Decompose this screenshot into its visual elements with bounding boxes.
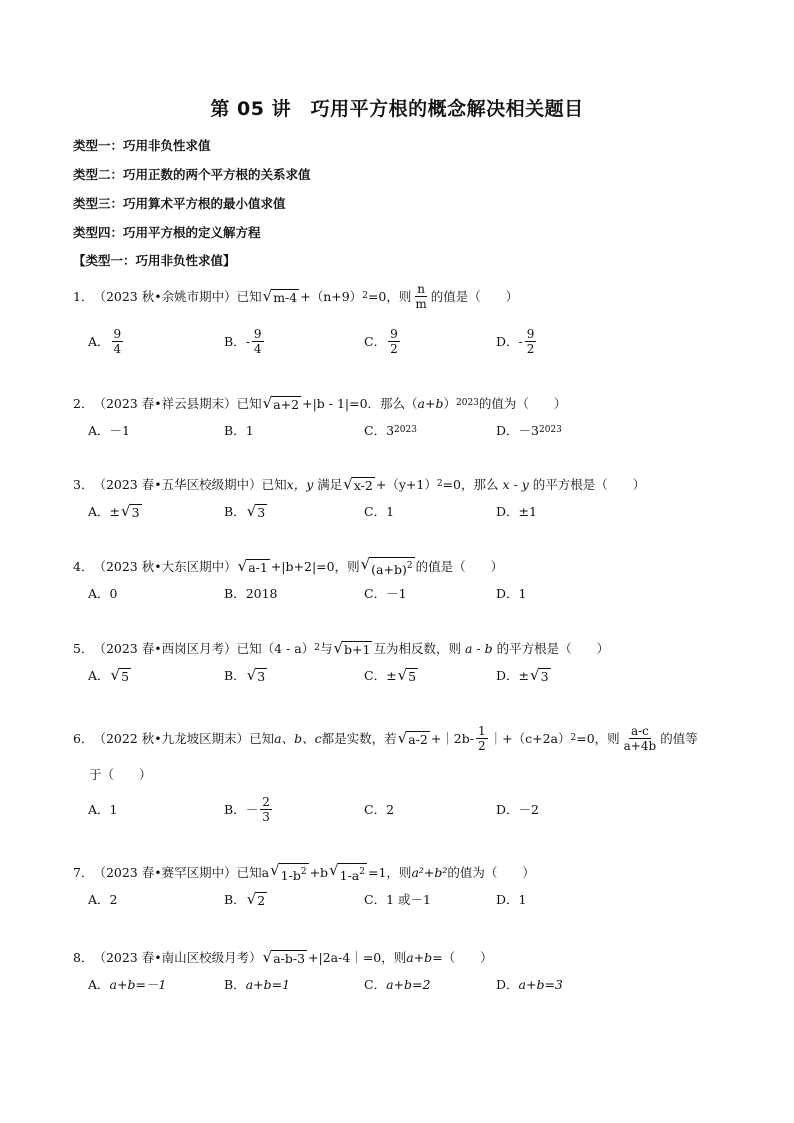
question-number: 3． — [73, 477, 94, 492]
option-b — [224, 578, 278, 608]
option-label: D． — [496, 586, 519, 601]
options-row — [88, 415, 566, 445]
radicand — [279, 863, 309, 884]
option-a — [88, 884, 117, 914]
options-row — [88, 578, 527, 608]
options-row — [88, 969, 563, 999]
stem-text: 的值等 — [660, 731, 698, 746]
question-4 — [73, 554, 527, 608]
type-list — [73, 136, 311, 252]
radical: √ $1-b^2$ — [270, 860, 307, 883]
radical: √ a+2 — [262, 393, 300, 412]
stem-text: 与 — [319, 641, 333, 656]
exponent: 2023 — [394, 425, 417, 435]
exponent: 2023 — [456, 398, 479, 408]
option-value: －3 — [518, 423, 539, 438]
numerator: 1 — [477, 723, 486, 738]
options-row — [88, 660, 609, 690]
question-stem — [73, 945, 493, 969]
option-b — [224, 660, 268, 690]
question-number: 1． — [73, 289, 94, 304]
option-label: C． — [364, 668, 387, 683]
option-label: B． — [224, 977, 246, 992]
option-b — [224, 969, 290, 999]
exponent: 2 — [570, 733, 577, 743]
option-label: D． — [496, 802, 519, 817]
option-value: －2 — [518, 802, 539, 817]
question-6 — [73, 722, 698, 754]
option-sign: ± — [518, 667, 530, 683]
radicand: 5 — [121, 668, 130, 684]
question-3 — [73, 472, 645, 526]
denominator: 4 — [253, 341, 262, 356]
option-c — [364, 660, 419, 690]
radicand: x-2 — [353, 477, 373, 493]
stem-text: +｜2b- — [430, 731, 474, 746]
radical: √ $1-a^2$ — [329, 860, 365, 883]
radicand: 2 — [257, 892, 266, 908]
option-value: 3 — [386, 422, 395, 438]
question-1 — [73, 281, 535, 356]
radicand: 3 — [131, 504, 140, 520]
question-number: 8． — [73, 950, 94, 965]
stem-text: +|2a-4｜=0，则 — [308, 950, 407, 965]
option-a — [88, 326, 125, 356]
type-item: 类型二：巧用正数的两个平方根的关系求值 — [73, 167, 311, 182]
option-label: B． — [224, 668, 246, 683]
exponent: 2 — [359, 866, 365, 877]
option-value: 1 — [518, 891, 527, 907]
option-value: 0 — [109, 585, 118, 601]
fraction — [413, 282, 428, 311]
question-source: （2023 春•五华区校级期中） — [93, 477, 262, 492]
stem-text: 满足 — [317, 477, 343, 492]
denominator: 4 — [113, 341, 122, 356]
question-number: 5． — [73, 641, 94, 656]
option-label: B． — [224, 586, 246, 601]
option-label: C． — [364, 504, 387, 519]
radical: √ 5 — [397, 665, 417, 684]
radical: √ x-2 — [343, 474, 373, 493]
stem-text: ｜+（c+2a） — [489, 731, 571, 746]
question-source: （2023 秋•大东区期中） — [93, 559, 237, 574]
denominator: 2 — [526, 341, 535, 356]
numerator: 2 — [262, 794, 270, 809]
option-d — [496, 496, 537, 526]
option-label: A． — [88, 802, 110, 817]
option-c — [364, 578, 407, 608]
question-source: （2023 春•南山区校级月考） — [93, 950, 262, 965]
option-label: A． — [88, 892, 110, 907]
question-6-options — [73, 794, 539, 824]
radicand: 5 — [408, 668, 417, 684]
radicand: b+1 — [344, 641, 371, 657]
numerator: 9 — [253, 326, 262, 341]
radical: √ 2 — [246, 889, 266, 908]
coefficient: a — [261, 864, 270, 880]
question-number: 2． — [73, 396, 94, 411]
stem-text: +|b+2|=0，则 — [270, 559, 360, 574]
stem-text: 的值是（ ） — [415, 559, 504, 574]
exponent: 2 — [314, 643, 320, 653]
numerator: 9 — [526, 326, 535, 341]
stem-text: ） — [443, 396, 456, 411]
question-stem — [73, 281, 519, 311]
option-label: D． — [496, 892, 519, 907]
fraction — [112, 327, 124, 356]
question-source: （2022 秋•九龙坡区期末） — [93, 731, 250, 746]
stem-text: =0，则 — [576, 731, 620, 746]
option-label: B． — [224, 423, 246, 438]
options-row — [88, 496, 645, 526]
denominator: 2 — [477, 738, 486, 753]
question-stem — [73, 636, 609, 660]
radicand: a-2 — [408, 731, 428, 747]
stem-text: 的值是（ ） — [430, 289, 519, 304]
radicand: a+2 — [273, 396, 300, 412]
option-label: D． — [496, 423, 519, 438]
section-heading: 【类型一：巧用非负性求值】 — [73, 253, 236, 268]
option-b — [224, 794, 274, 824]
option-value: 2018 — [245, 585, 278, 601]
option-value: －1 — [386, 586, 407, 601]
option-value: 1 或－1 — [386, 892, 431, 907]
fraction — [388, 327, 400, 356]
option-a — [88, 794, 117, 824]
option-label: B． — [224, 892, 246, 907]
option-label: C． — [364, 586, 387, 601]
radicand: m-4 — [273, 289, 298, 305]
option-b — [224, 496, 268, 526]
option-d — [496, 794, 539, 824]
radical: √ a-1 — [237, 556, 268, 575]
stem-text: =1，则 — [368, 865, 412, 880]
option-d — [496, 415, 562, 445]
option-label: D． — [496, 334, 519, 349]
option-value: 2 — [386, 801, 395, 817]
question-source: （2023 秋•余姚市期中） — [93, 289, 237, 304]
stem-text: +（y+1） — [375, 477, 437, 492]
radicand: a-b-3 — [273, 950, 306, 966]
question-7 — [73, 860, 535, 914]
stem-text: 的平方根是（ ） — [496, 641, 610, 656]
stem-text: =0，则 — [367, 289, 412, 304]
numerator: a-c — [630, 723, 649, 738]
option-label: B． — [224, 802, 246, 817]
option-label: C． — [364, 802, 387, 817]
option-d — [496, 578, 526, 608]
type-item: 类型四：巧用平方根的定义解方程 — [73, 225, 261, 240]
question-stem — [73, 860, 535, 884]
option-a — [88, 415, 130, 445]
fraction — [476, 724, 488, 753]
denominator: 3 — [262, 809, 270, 824]
option-c — [364, 884, 431, 914]
option-label: C． — [364, 334, 387, 349]
question-number: 6． — [73, 731, 94, 746]
radical: √ $(a+b)^2$ — [360, 554, 413, 577]
options-row — [88, 326, 535, 356]
radicand-base: (a+b) — [371, 561, 407, 577]
option-label: A． — [88, 423, 110, 438]
page-title: 第 05 讲 巧用平方根的概念解决相关题目 — [210, 98, 584, 120]
radicand-base: 1-a — [339, 867, 360, 883]
denominator: m — [415, 296, 427, 311]
option-a — [88, 496, 143, 526]
denominator: 2 — [390, 341, 398, 356]
radical: √ m-4 — [262, 286, 298, 305]
option-value: a+b=2 — [386, 976, 431, 992]
option-label: D． — [496, 977, 519, 992]
exponent: 2 — [406, 560, 413, 571]
option-label: D． — [496, 668, 519, 683]
radicand — [338, 863, 367, 884]
option-label: A． — [88, 668, 110, 683]
radical: √ a-2 — [397, 728, 428, 747]
radicand: 3 — [257, 668, 266, 684]
option-d — [496, 884, 526, 914]
fraction — [260, 795, 272, 824]
option-label: A． — [88, 504, 110, 519]
question-source: （2023 春•赛罕区期中） — [93, 865, 237, 880]
option-label: A． — [88, 586, 110, 601]
option-label: C． — [364, 423, 387, 438]
stem-expression: a+b — [417, 395, 444, 411]
option-sign: － — [245, 802, 259, 817]
option-c — [364, 326, 402, 356]
stem-text: 的值为（ ） — [447, 865, 535, 880]
stem-text: +|b - 1|=0．那么（ — [302, 396, 418, 411]
option-label: C． — [364, 892, 387, 907]
numerator: n — [417, 281, 425, 296]
stem-text: 已知 — [236, 396, 262, 411]
radicand: 3 — [540, 668, 549, 684]
stem-text: =0，那么 — [442, 477, 499, 492]
option-label: A． — [88, 977, 110, 992]
radicand — [369, 557, 414, 578]
stem-text: +（n+9） — [300, 289, 363, 304]
stem-variables: a、b、c — [274, 731, 322, 746]
option-c — [364, 415, 417, 445]
question-number: 4． — [73, 559, 94, 574]
question-stem — [73, 391, 566, 415]
question-stem — [73, 722, 698, 754]
option-label: A． — [88, 334, 110, 349]
option-d — [496, 969, 563, 999]
radical: √ b+1 — [333, 638, 371, 657]
option-value: a+b=3 — [518, 976, 563, 992]
option-label: C． — [364, 977, 387, 992]
option-value: －1 — [109, 423, 130, 438]
option-value: 2 — [109, 891, 118, 907]
exponent: 2 — [300, 866, 307, 877]
option-label: B． — [224, 504, 246, 519]
question-source: （2023 春•西岗区月考） — [93, 641, 237, 656]
numerator: 9 — [390, 326, 398, 341]
option-d — [496, 326, 538, 356]
stem-text: 已知 — [236, 289, 262, 304]
question-source: （2023 春•祥云县期末） — [93, 396, 237, 411]
question-2 — [73, 391, 566, 445]
stem-text: 已知（4 - a） — [236, 641, 315, 656]
question-6-continuation: 于（ ） — [89, 767, 152, 782]
fraction — [252, 327, 264, 356]
fraction — [622, 724, 659, 753]
option-sign: - — [245, 333, 250, 349]
option-value: a+b=1 — [245, 976, 291, 992]
question-stem — [73, 472, 645, 496]
question-8 — [73, 945, 563, 999]
option-sign: - — [518, 333, 523, 349]
radicand-base: 1-b — [280, 867, 301, 883]
radical: √ a-b-3 — [262, 947, 306, 966]
option-d — [496, 660, 552, 690]
option-value: ±1 — [518, 503, 537, 519]
option-a — [88, 578, 117, 608]
option-b — [224, 326, 266, 356]
stem-text: 的平方根是（ ） — [532, 477, 646, 492]
radicand: 3 — [257, 504, 266, 520]
denominator: a+4b — [623, 738, 657, 753]
stem-text: 都是实数，若 — [321, 731, 397, 746]
radical: √ 3 — [246, 501, 266, 520]
radical: √ 3 — [121, 501, 140, 520]
option-value: 1 — [518, 585, 527, 601]
fraction — [525, 327, 537, 356]
exponent: 2 — [362, 291, 368, 301]
radical: √ 5 — [110, 665, 130, 684]
coefficient: +b — [309, 864, 329, 880]
option-value: a+b=－1 — [109, 977, 167, 992]
option-b — [224, 884, 268, 914]
stem-text: 互为相反数，则 — [373, 641, 461, 656]
option-label: B． — [224, 334, 246, 349]
stem-text: =（ ） — [432, 950, 493, 965]
stem-variables: x，y — [286, 477, 314, 492]
stem-text: 已知 — [261, 477, 287, 492]
exponent: 2023 — [538, 425, 562, 435]
option-label: D． — [496, 504, 519, 519]
stem-text: 已知 — [236, 865, 262, 880]
stem-text: 已知 — [249, 731, 275, 746]
option-c — [364, 969, 430, 999]
option-c — [364, 496, 394, 526]
option-value: 1 — [109, 801, 118, 817]
type-item: 类型一：巧用非负性求值 — [73, 138, 211, 153]
option-sign: ± — [386, 667, 397, 683]
stem-text: 的值为（ ） — [478, 396, 567, 411]
radicand: a-1 — [248, 559, 268, 575]
option-a — [88, 660, 132, 690]
question-stem — [73, 554, 503, 578]
option-c — [364, 794, 394, 824]
question-5 — [73, 636, 609, 690]
radical: √ 3 — [530, 665, 549, 684]
numerator: 9 — [113, 326, 122, 341]
stem-expression: a²+b² — [411, 864, 448, 880]
option-value: 1 — [386, 503, 395, 519]
radical: √ 3 — [246, 665, 266, 684]
option-sign: ± — [109, 503, 121, 519]
type-item: 类型三：巧用算术平方根的最小值求值 — [73, 196, 286, 211]
exponent: 2 — [436, 479, 443, 489]
options-row — [88, 884, 535, 914]
stem-expression: a - b — [464, 640, 493, 656]
stem-expression: x - y — [502, 476, 529, 492]
option-value: 1 — [245, 422, 254, 438]
stem-expression: a+b — [406, 949, 433, 965]
question-number: 7． — [73, 865, 94, 880]
option-a — [88, 969, 166, 999]
option-b — [224, 415, 254, 445]
